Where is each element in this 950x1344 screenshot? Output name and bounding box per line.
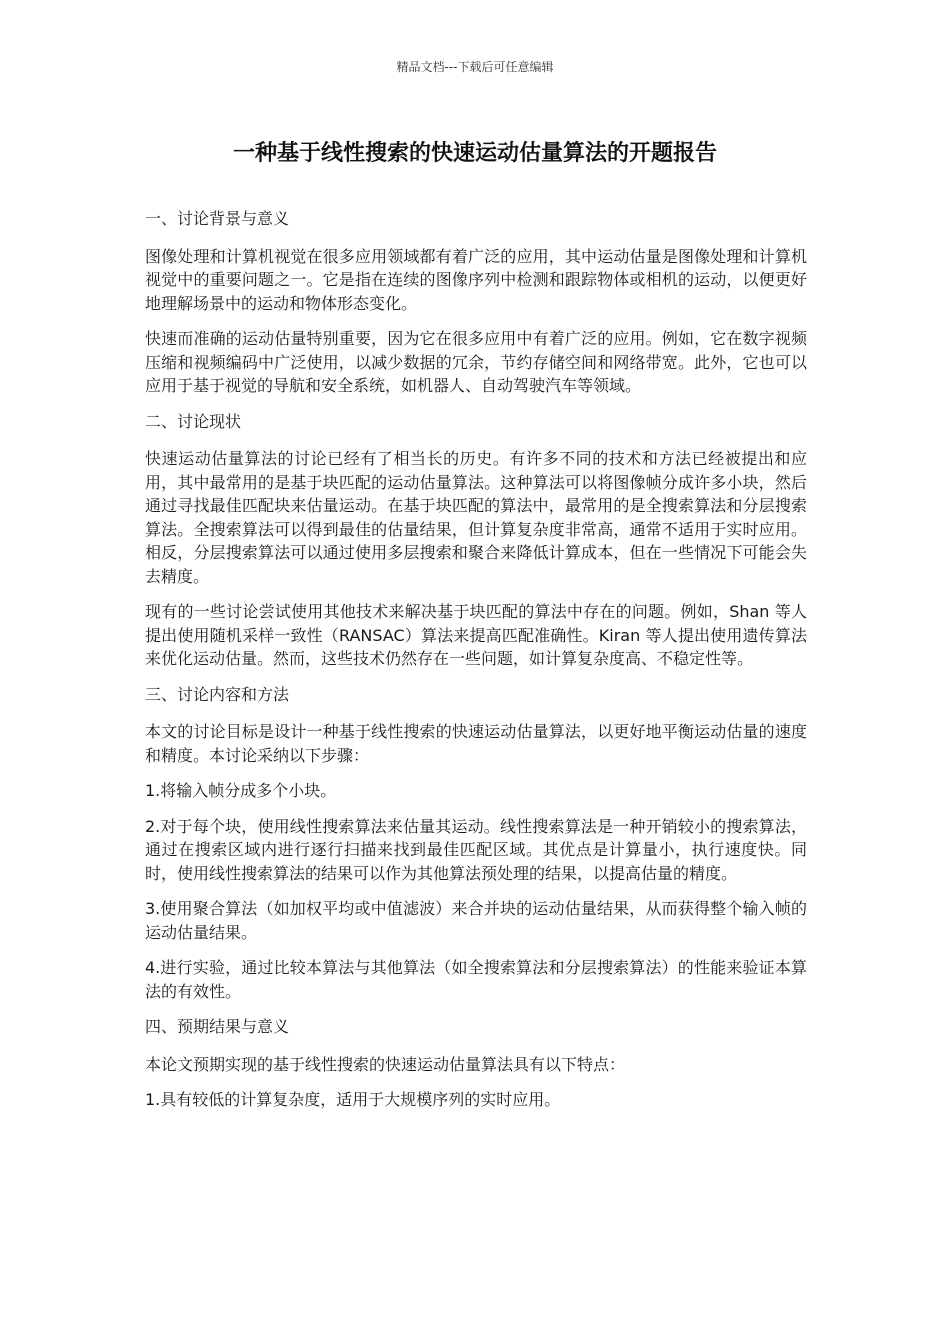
list-item: 1.具有较低的计算复杂度，适用于大规模序列的实时应用。 (145, 1090, 561, 1109)
paragraph: 本论文预期实现的基于线性搜索的快速运动估量算法具有以下特点： (145, 1054, 626, 1074)
paragraph: 快速运动估量算法的讨论已经有了相当长的历史。有许多不同的技术和方法已经被提出和应用，其中最常用的是基于块匹配的运动估量算法。这种算法可以将图像帧分成许多小块，然后通过寻找最佳匹配块来估量运动。在基于块匹配的算法中，最常用的是全搜索算法和分层搜索算法。全搜索算法可以得到最佳的估量结果，但计算复杂度非常高，通常不适用于实时应用。相反，分层搜索算法可以通过使用多层搜索和聚合来降低计算成本，但在一些情况下可能会失去精度。 (145, 449, 807, 586)
section-heading: 二、讨论现状 (145, 411, 242, 431)
paragraph: 现有的一些讨论尝试使用其他技术来解决基于块匹配的算法中存在的问题。例如，Shan 等人提出使用随机采样一致性（RANSAC）算法来提高匹配准确性。Kiran 等人提出使用遗传算法来优化运动估量。然而，这些技术仍然存在一些问题，如计算复杂度高、不稳定性等。 (145, 602, 807, 668)
document-body (145, 207, 807, 1124)
paragraph: 图像处理和计算机视觉在很多应用领域都有着广泛的应用，其中运动估量是图像处理和计算机视觉中的重要问题之一。它是指在连续的图像序列中检测和跟踪物体或相机的运动，以便更好地理解场景中的运动和物体形态变化。 (145, 246, 807, 313)
section-heading: 一、讨论背景与意义 (145, 209, 290, 228)
list-item: 4.进行实验，通过比较本算法与其他算法（如全搜索算法和分层搜索算法）的性能来验证本算法的有效性。 (145, 958, 807, 1001)
paragraph: 本文的讨论目标是设计一种基于线性搜索的快速运动估量算法，以更好地平衡运动估量的速度和精度。本讨论采纳以下步骤： (145, 722, 807, 765)
paragraph: 快速而准确的运动估量特别重要，因为它在很多应用中有着广泛的应用。例如，它在数字视频压缩和视频编码中广泛使用，以减少数据的冗余，节约存储空间和网络带宽。此外，它也可以应用于基于视觉的导航和安全系统，如机器人、自动驾驶汽车等领域。 (145, 329, 807, 395)
list-item: 1.将输入帧分成多个小块。 (145, 781, 337, 800)
list-item: 3.使用聚合算法（如加权平均或中值滤波）来合并块的运动估量结果，从而获得整个输入帧的运动估量结果。 (145, 899, 807, 942)
list-item: 2.对于每个块，使用线性搜索算法来估量其运动。线性搜索算法是一种开销较小的搜索算法，通过在搜索区域内进行逐行扫描来找到最佳匹配区域。其优点是计算量小，执行速度快。同时，使用线性搜索算法的结果可以作为其他算法预处理的结果，以提高估量的精度。 (145, 816, 807, 883)
section-heading: 三、讨论内容和方法 (145, 684, 290, 704)
document-title: 一种基于线性搜索的快速运动估量算法的开题报告 (232, 141, 717, 166)
section-heading: 四、预期结果与意义 (145, 1017, 290, 1036)
page-header: 精品文档---下载后可任意编辑 (396, 60, 554, 74)
